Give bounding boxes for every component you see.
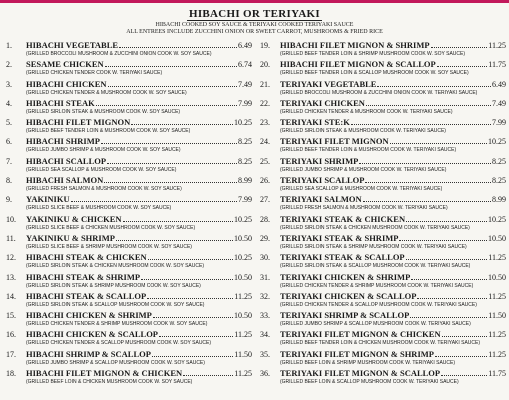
menu-item-name: TERIYAKI SHRIMP & SCALLOP: [280, 310, 410, 321]
menu-item-name: TERIYAKI STE:K: [280, 117, 350, 128]
menu-item-name: YAKINIKU: [26, 194, 70, 205]
menu-item: [260, 117, 506, 136]
menu-item-line: [260, 272, 506, 283]
menu-item: [260, 329, 506, 348]
menu-item-number: 12.: [6, 253, 16, 263]
menu-item-price: 8.25: [492, 156, 506, 166]
menu-item-description: (GRILLED SIRLOIN STEAK & CHICKEN MUSHROOM COOK W. SOY SAUCE): [26, 263, 204, 270]
dot-leader: [366, 98, 491, 106]
menu-item-description: (GRILLED SIRLOIN STEAK & CHICKEN MUSHROOM COOK W. TERIYAKI SAUCE): [280, 224, 470, 231]
menu-item-price: 11.25: [234, 291, 252, 301]
menu-item: [6, 136, 252, 155]
menu-item-name: TERIYAKI CHICKEN & SHRIMP: [280, 271, 411, 282]
menu-item-description: (GRILLED JUMBO SHRIMP & MUSHROOM COOK W. SOY SAUCE): [26, 147, 181, 154]
menu-item-description: (GRILLED SLICE BEEF & CHICKEN MUSHROOM COOK W. SOY SAUCE): [26, 224, 196, 231]
menu-item-name: HIBACHI STEAK & CHICKEN: [26, 252, 147, 263]
menu-item-name: HIBACHI FILET MIGNON & SHRIMP: [280, 40, 430, 50]
menu-item-description: (GRILLED SIRLOIN STEAK & SCALLOP MUSHROOM COOK W. SOY SAUCE): [26, 301, 205, 308]
menu-item-line: [260, 194, 506, 205]
menu-item-price: 11.75: [488, 60, 506, 70]
dot-leader: [377, 79, 491, 87]
menu-item-price: 8.25: [492, 176, 506, 186]
menu-item-description: (GRILLED SIRLOIN STEAK & SCALLOP MUSHROOM COOK W. TERIYAKI SAUCE): [280, 263, 471, 270]
menu-item-description: (GRILLED CHICKEN TENDER & SCALLOP MUSHROOM COOK W. SOY SAUCE): [26, 340, 212, 347]
menu-item: [260, 59, 506, 78]
menu-item: [6, 252, 252, 271]
menu-item-line: [6, 59, 252, 70]
menu-item-name: TERIYAKI STEAK & CHICKEN: [280, 213, 406, 224]
dot-leader: [399, 233, 487, 241]
dot-leader: [71, 194, 237, 202]
dot-leader: [123, 214, 233, 222]
dot-leader: [141, 272, 233, 280]
menu-item-description: (GRILLED BEEF TENDER LOIN & MUSHROOM COOK W. SOY SAUCE): [26, 128, 191, 135]
menu-item-number: 3.: [6, 79, 12, 89]
menu-item-price: 11.25: [234, 330, 252, 340]
dot-leader: [183, 368, 233, 376]
menu-item-number: 35.: [260, 349, 270, 359]
menu-item-price: 8.25: [238, 156, 252, 166]
menu-item: [6, 272, 252, 291]
menu-item-line: [260, 59, 506, 70]
dot-leader: [363, 194, 491, 202]
menu-item-number: 10.: [6, 214, 16, 224]
dot-leader: [411, 272, 487, 280]
menu-item-description: (GRILLED BEEF TENDER LOIN & SHRIMP MUSHROOM COOK W. SOY SAUCE): [280, 51, 466, 57]
menu-item: [6, 79, 252, 98]
menu-item: [260, 368, 506, 387]
menu-item-number: 15.: [6, 311, 16, 321]
menu-item: [6, 233, 252, 252]
menu-item-name: HIBACHI SALMON: [26, 175, 104, 186]
menu-item-name: SESAME CHICKEN: [26, 59, 104, 70]
menu-item: [6, 156, 252, 175]
menu-item-name: TERIYAKI VEGETABLE: [280, 78, 377, 89]
menu-item-price: 11.75: [488, 369, 506, 379]
dot-leader: [107, 156, 237, 164]
menu-item: [6, 194, 252, 213]
menu-item: [260, 252, 506, 271]
menu-item-price: 8.99: [238, 176, 252, 186]
menu-item: [6, 40, 252, 59]
dot-leader: [417, 291, 487, 299]
menu-item: [6, 291, 252, 310]
menu-item-price: 11.25: [488, 253, 506, 263]
menu-item: [260, 214, 506, 233]
menu-item-description: (GRILLED CHICKEN TENDER & MUSHROOM COOK W. SOY SAUCE): [26, 89, 187, 96]
menu-item-line: [6, 329, 252, 340]
dot-leader: [435, 349, 487, 357]
menu-item-name: HIBACHI CHICKEN: [26, 78, 107, 89]
menu-item-price: 11.25: [488, 349, 506, 359]
menu-item-number: 9.: [6, 195, 12, 205]
menu-item-line: [260, 117, 506, 128]
menu-item-name: HIBACHI FILET MIGNON: [26, 117, 131, 128]
menu-item-price: 10.50: [488, 233, 506, 243]
menu-item-price: 10.25: [488, 137, 506, 147]
menu-item-price: 6.49: [238, 41, 252, 50]
menu-item-number: 24.: [260, 137, 270, 147]
menu-item: [6, 117, 252, 136]
menu-item-line: [6, 194, 252, 205]
dot-leader: [153, 310, 233, 318]
dot-leader: [359, 156, 491, 164]
menu-item-number: 23.: [260, 118, 270, 128]
menu-item: [260, 291, 506, 310]
menu-item-price: 8.25: [238, 137, 252, 147]
menu-item-price: 10.25: [234, 253, 252, 263]
menu-item: [6, 59, 252, 78]
menu-item-number: 30.: [260, 253, 270, 263]
menu-item-line: [6, 175, 252, 186]
menu-item-description: (GRILLED JUMBO SHRIMP & SCALLOP MUSHROOM COOK W. TERIYAKI SAUCE): [280, 321, 471, 328]
menu-item-name: HIBACHI STEAK: [26, 97, 95, 108]
menu-item-description: (GRILLED BROCCOLI MUSHROOM & ZUCCHINI ONION COOK W. SOY SAUCE): [26, 51, 212, 57]
menu-item: [260, 156, 506, 175]
dot-leader: [104, 175, 237, 183]
menu-item-number: 6.: [6, 137, 12, 147]
menu-item-line: [260, 40, 506, 51]
dot-leader: [441, 368, 487, 376]
menu-item-line: [260, 329, 506, 340]
dot-leader: [159, 329, 233, 337]
menu-item-description: (GRILLED SEA SCALLOP & MUSHROOM COOK W. TERIYAKI SAUCE): [280, 186, 443, 193]
menu-item-description: (GRILLED CHICKEN TENDER & SHRIMP MUSHROOM COOK W. TERIYAKI SAUCE): [280, 282, 474, 289]
menu-item-number: 11.: [6, 233, 16, 243]
menu-item-number: 4.: [6, 98, 12, 108]
menu-item: [260, 79, 506, 98]
menu-item-line: [6, 252, 252, 263]
menu-item-price: 11.25: [488, 330, 506, 340]
menu-item-number: 5.: [6, 118, 12, 128]
dot-leader: [365, 175, 491, 183]
menu-item-name: TERIYAKI SCALLOP: [280, 175, 365, 186]
menu-item-name: TERIYAKI SALMON: [280, 194, 362, 205]
menu-item-name: TERIYAKI FILET MIGNON & SCALLOP: [280, 368, 441, 379]
section-subtitle-line2: ALL ENTREES INCLUDE ZUCCHINI ONION OR SWEET CARROT, MUSHROOMS & FRIED RICE: [126, 29, 383, 35]
menu-item-description: (GRILLED SIRLOIN STEAK & SHRIMP MUSHROOM COOK W. SOY SAUCE): [26, 282, 201, 289]
dot-leader: [147, 291, 233, 299]
menu-item-number: 7.: [6, 156, 12, 166]
menu-item-line: [260, 214, 506, 225]
menu-item-number: 28.: [260, 214, 270, 224]
menu-item: [260, 349, 506, 368]
menu-item-description: (GRILLED SEA SCALLOP & MUSHROOM COOK W. SOY SAUCE): [26, 166, 177, 173]
dot-leader: [108, 79, 237, 87]
section-subtitle-line1: HIBACHI COOKED SOY SAUCE & TERIYAKI COOKED TERIYAKI SAUCE: [155, 22, 354, 28]
menu-item-description: (GRILLED BROCCOLI MUSHROOM & ZUCCHINI ONION COOK W. TERIYAKI SAUCE): [280, 89, 478, 96]
menu-item-name: HIBACHI SCALLOP: [26, 155, 107, 166]
menu-item-line: [6, 310, 252, 321]
menu-item-line: [6, 117, 252, 128]
menu-item-description: (GRILLED FRESH SALMON & MUSHROOM COOK W. TERIYAKI SAUCE): [280, 205, 448, 212]
menu-item-description: (GRILLED SLICE BEEF & MUSHROOM COOK W. SOY SAUCE): [26, 205, 172, 212]
menu-item-description: (GRILLED BEEF TENDER LOIN & SCALLOP MUSHROOM COOK W. SOY SAUCE): [280, 70, 469, 77]
menu-item-line: [260, 291, 506, 302]
menu-item-price: 6.74: [238, 60, 252, 70]
menu-item-name: TERIYAKI FILET MIGNON & SHRIMP: [280, 348, 434, 359]
menu-item-number: 19.: [260, 41, 270, 50]
dot-leader: [431, 40, 488, 48]
menu-item-description: (GRILLED CHICKEN TENDER COOK W. TERIYAKI SAUCE): [26, 70, 163, 77]
menu-item-number: 13.: [6, 272, 16, 282]
menu-item-name: HIBACHI STEAK & SHRIMP: [26, 271, 141, 282]
menu-item-description: (GRILLED BEEF LOIN & SCALLOP MUSHROOM COOK W. TERIYAKI SAUCE): [280, 379, 459, 386]
dot-leader: [119, 40, 237, 48]
menu-item-name: TERIYAKI SHRIMP: [280, 155, 359, 166]
menu-item-name: HIBACHI FILET MIGNON & SCALLOP: [280, 59, 436, 70]
menu-item-description: (GRILLED BEEF LOIN & SHRIMP MUSHROOM COOK W. TERIYAKI SAUCE): [280, 359, 456, 366]
menu-item-description: (GRILLED BEEF LOIN & CHICKEN MUSHROOM COOK W. SOY SAUCE): [26, 379, 193, 386]
menu-item-price: 7.99: [238, 195, 252, 205]
top-accent-rule: [0, 0, 509, 3]
menu-item-price: 11.25: [234, 369, 252, 379]
dot-leader: [131, 117, 233, 125]
menu-item-number: 32.: [260, 291, 270, 301]
menu-item-description: (GRILLED SIRLOIN STEAK & MUSHROOM COOK W. SOY SAUCE): [26, 108, 181, 115]
menu-item-name: TERIYAKI FILET MIGNON & CHICKEN: [280, 329, 441, 340]
menu-item-price: 11.25: [488, 291, 506, 301]
menu-item-number: 29.: [260, 233, 270, 243]
menu-item-name: TERIYAKI STEAK & SCALLOP: [280, 252, 405, 263]
menu-item-number: 1.: [6, 41, 12, 50]
menu-item-description: (GRILLED BEEF TENDER LOIN & MUSHROOM COOK W. TERIYAKI SAUCE): [280, 147, 457, 154]
menu-item-line: [260, 175, 506, 186]
menu-column-left: [6, 40, 252, 387]
menu-item-name: HIBACHI STEAK & SCALLOP: [26, 290, 147, 301]
dot-leader: [105, 59, 237, 67]
menu-item-price: 10.25: [488, 214, 506, 224]
dot-leader: [406, 214, 487, 222]
menu-item: [260, 272, 506, 291]
menu-item-line: [260, 233, 506, 244]
menu-column-right: [260, 40, 506, 387]
menu-item-description: (GRILLED SLICE BEEF & SHRIMP MUSHROOM COOK W. SOY SAUCE): [26, 243, 192, 250]
menu-item-line: [260, 98, 506, 109]
menu-item-line: [260, 349, 506, 360]
menu-item-line: [260, 79, 506, 90]
menu-item-name: HIBACHI CHICKEN & SCALLOP: [26, 329, 159, 340]
menu-item-description: (GRILLED CHICKEN TENDER & SHRIMP MUSHROOM COOK W. SOY SAUCE): [26, 321, 208, 328]
menu-item-name: HIBACHI VEGETABLE: [26, 40, 119, 50]
menu-item-description: (GRILLED JUMBO SHRIMP & SCALLOP MUSHROOM COOK W. SOY SAUCE): [26, 359, 205, 366]
menu-item-description: (GRILLED JUMBO SHRIMP & MUSHROOM COOK W. TERIYAKI SAUCE): [280, 166, 447, 173]
menu-item-number: 36.: [260, 369, 270, 379]
menu-item-number: 17.: [6, 349, 16, 359]
menu-item-name: TERIYAKI CHICKEN & SCALLOP: [280, 290, 417, 301]
menu-item-price: 8.99: [492, 195, 506, 205]
menu-item: [260, 175, 506, 194]
menu-item: [260, 98, 506, 117]
menu-item-number: 27.: [260, 195, 270, 205]
menu-item-number: 25.: [260, 156, 270, 166]
dot-leader: [148, 252, 233, 260]
menu-item-line: [6, 156, 252, 167]
menu-item: [6, 214, 252, 233]
menu-item-name: TERIYAKI FILET MIGNON: [280, 136, 389, 147]
menu-item: [6, 368, 252, 387]
menu-item-line: [6, 136, 252, 147]
menu-item: [260, 136, 506, 155]
menu-item-number: 31.: [260, 272, 270, 282]
menu-item-price: 7.49: [238, 79, 252, 89]
menu-item-price: 11.50: [488, 311, 506, 321]
menu-item-number: 20.: [260, 60, 270, 70]
menu-item-price: 7.49: [492, 98, 506, 108]
menu-item-number: 22.: [260, 98, 270, 108]
menu-item-price: 7.99: [238, 98, 252, 108]
menu-item-number: 8.: [6, 176, 12, 186]
menu-item-line: [6, 349, 252, 360]
menu-item-price: 10.25: [234, 214, 252, 224]
menu-item-price: 10.50: [488, 272, 506, 282]
menu-item-number: 26.: [260, 176, 270, 186]
menu-item-line: [6, 291, 252, 302]
menu-item: [6, 98, 252, 117]
dot-leader: [116, 233, 233, 241]
menu-item-name: TERIYAKI CHICKEN: [280, 97, 365, 108]
menu-item-line: [6, 214, 252, 225]
menu-item-price: 10.25: [234, 118, 252, 128]
menu-item-line: [260, 252, 506, 263]
menu-item-name: HIBACHI SHRIMP & SCALLOP: [26, 348, 151, 359]
menu-item-number: 14.: [6, 291, 16, 301]
menu-item-name: TERIYAKI STEAK & SHRIMP: [280, 232, 399, 243]
dot-leader: [410, 310, 487, 318]
menu-item-description: (GRILLED FRESH SALMON & MUSHROOM COOK W. SOY SAUCE): [26, 186, 182, 193]
menu-item-name: HIBACHI CHICKEN & SHRIMP: [26, 310, 152, 321]
menu-item: [260, 233, 506, 252]
menu-item-number: 16.: [6, 330, 16, 340]
menu-item: [260, 194, 506, 213]
menu-item-line: [6, 272, 252, 283]
menu-item-price: 7.99: [492, 118, 506, 128]
menu-item-line: [260, 310, 506, 321]
menu-item-line: [6, 368, 252, 379]
menu-item-price: 6.49: [492, 79, 506, 89]
menu-item: [6, 349, 252, 368]
dot-leader: [152, 349, 233, 357]
menu-item-line: [260, 156, 506, 167]
menu-item-number: 34.: [260, 330, 270, 340]
menu-item-price: 10.50: [234, 311, 252, 321]
menu-item-price: 10.50: [234, 272, 252, 282]
menu-item: [260, 40, 506, 59]
dot-leader: [96, 98, 237, 106]
menu-item-number: 33.: [260, 311, 270, 321]
dot-leader: [406, 252, 488, 260]
menu-item-line: [260, 368, 506, 379]
dot-leader: [437, 59, 488, 67]
menu-item-price: 11.25: [488, 41, 506, 50]
menu-item-name: HIBACHI SHRIMP: [26, 136, 100, 147]
menu-item-description: (GRILLED BEEF TENDER LOIN & CHICKEN MUSHROOM COOK W. TERIYAKI SAUCE): [280, 340, 481, 347]
menu-header: [0, 4, 509, 36]
dot-leader: [442, 329, 488, 337]
dot-leader: [390, 136, 487, 144]
menu-item-number: 2.: [6, 60, 12, 70]
menu-item-name: YAKINIKU & CHICKEN: [26, 213, 122, 224]
menu-item-line: [260, 136, 506, 147]
menu-item: [260, 310, 506, 329]
menu-item-price: 10.50: [234, 233, 252, 243]
menu-item-name: HIBACHI FILET MIGNON & CHICKEN: [26, 368, 183, 379]
dot-leader: [351, 117, 491, 125]
menu-item: [6, 175, 252, 194]
menu-item-number: 21.: [260, 79, 270, 89]
section-title: HIBACHI OR TERIYAKI: [188, 8, 320, 20]
menu-item-line: [6, 233, 252, 244]
menu-item-name: YAKINIKU & SHRIMP: [26, 232, 115, 243]
menu-item-description: (GRILLED SIRLOIN STEAK & SHRIMP MUSHROOM COOK W. TERIYAKI SAUCE): [280, 243, 467, 250]
menu-item-description: (GRILLED SIRLOIN STEAK & MUSHROOM COOK W. TERIYAKI SAUCE): [280, 128, 446, 135]
dot-leader: [101, 136, 237, 144]
menu-item-number: 18.: [6, 369, 16, 379]
menu-item: [6, 310, 252, 329]
menu-item: [6, 329, 252, 348]
menu-item-line: [6, 98, 252, 109]
menu-item-description: (GRILLED CHICKEN TENDER & MUSHROOM COOK W. TERIYAKI SAUCE): [280, 108, 453, 115]
menu-item-price: 11.50: [234, 349, 252, 359]
menu-item-description: (GRILLED CHICKEN TENDER & SCALLOP MUSHROOM COOK W. TERIYAKI SAUCE): [280, 301, 477, 308]
menu-item-line: [6, 79, 252, 90]
menu-item-line: [6, 40, 252, 51]
